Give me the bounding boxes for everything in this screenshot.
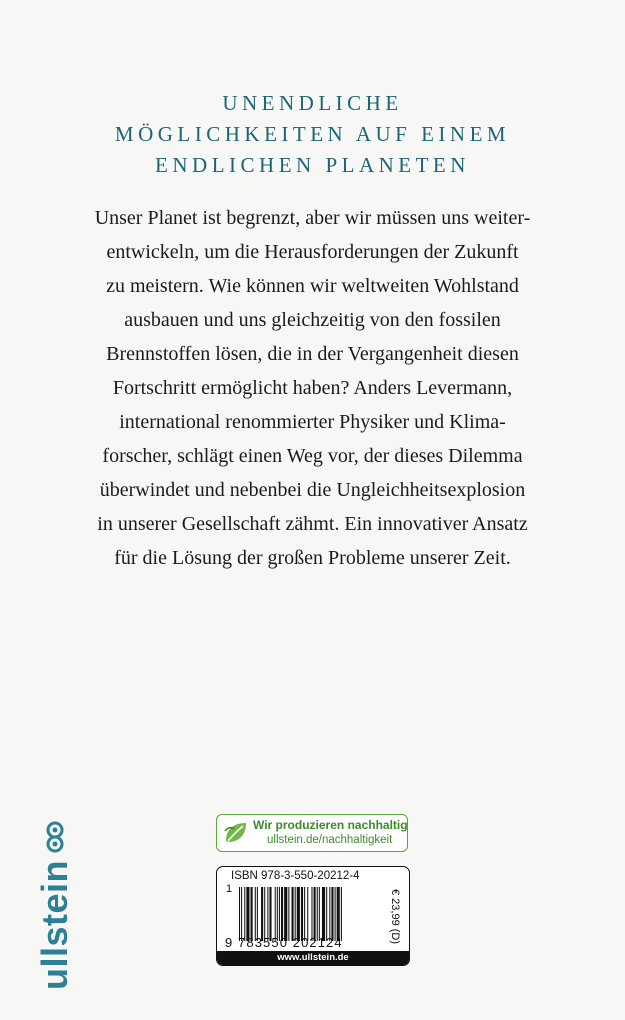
headline-line: ENDLICHEN PLANETEN <box>155 153 470 177</box>
blurb-text <box>40 201 585 575</box>
owl-icon <box>41 820 69 854</box>
sustainability-badge <box>216 814 408 852</box>
badge-title: Wir produzieren nachhaltig <box>253 818 408 832</box>
barcode-lead-digit: 1 <box>226 883 233 895</box>
publisher-logo <box>34 820 76 990</box>
leaf-icon <box>222 819 250 847</box>
isbn-label: ISBN 978-3-550-20212-4 <box>231 870 360 882</box>
blurb-line: international renommierter Physiker und Klima- <box>119 411 506 433</box>
blurb-line: forscher, schlägt einen Weg vor, der dieses Dilemma <box>102 445 523 467</box>
blurb-line: Brennstoffen lösen, die in der Vergangenheit diesen <box>106 343 519 365</box>
website-strip[interactable]: www.ullstein.de <box>217 951 409 965</box>
blurb-line: zu meistern. Wie können wir weltweiten Wohlstand <box>106 275 519 297</box>
headline-line: UNENDLICHE <box>222 91 403 115</box>
barcode-icon <box>239 887 375 941</box>
blurb-line: Fortschritt ermöglicht haben? Anders Levermann, <box>112 377 513 399</box>
blurb-line: Unser Planet ist begrenzt, aber wir müssen uns weiter- <box>94 207 531 229</box>
headline-line: MÖGLICHKEITEN AUF EINEM <box>114 122 511 146</box>
headline <box>0 88 625 181</box>
badge-url[interactable]: ullstein.de/nachhaltigkeit <box>267 834 393 846</box>
barcode-digits: 9 783550 202124 <box>225 935 343 950</box>
blurb-line: in unserer Gesellschaft zähmt. Ein innovativer Ansatz <box>97 513 528 535</box>
price-label: € 23,99 (D) <box>389 889 401 945</box>
barcode-box <box>216 866 410 966</box>
blurb-line: für die Lösung der großen Probleme unserer Zeit. <box>114 547 511 569</box>
blurb-line: entwickeln, um die Herausforderungen der Zukunft <box>106 241 519 263</box>
logo-wordmark: ullstein <box>34 859 75 990</box>
blurb-line: ausbauen und uns gleichzeitig von den fossilen <box>124 309 501 331</box>
blurb-line: überwindet und nebenbei die Ungleichheitsexplosion <box>99 479 526 501</box>
